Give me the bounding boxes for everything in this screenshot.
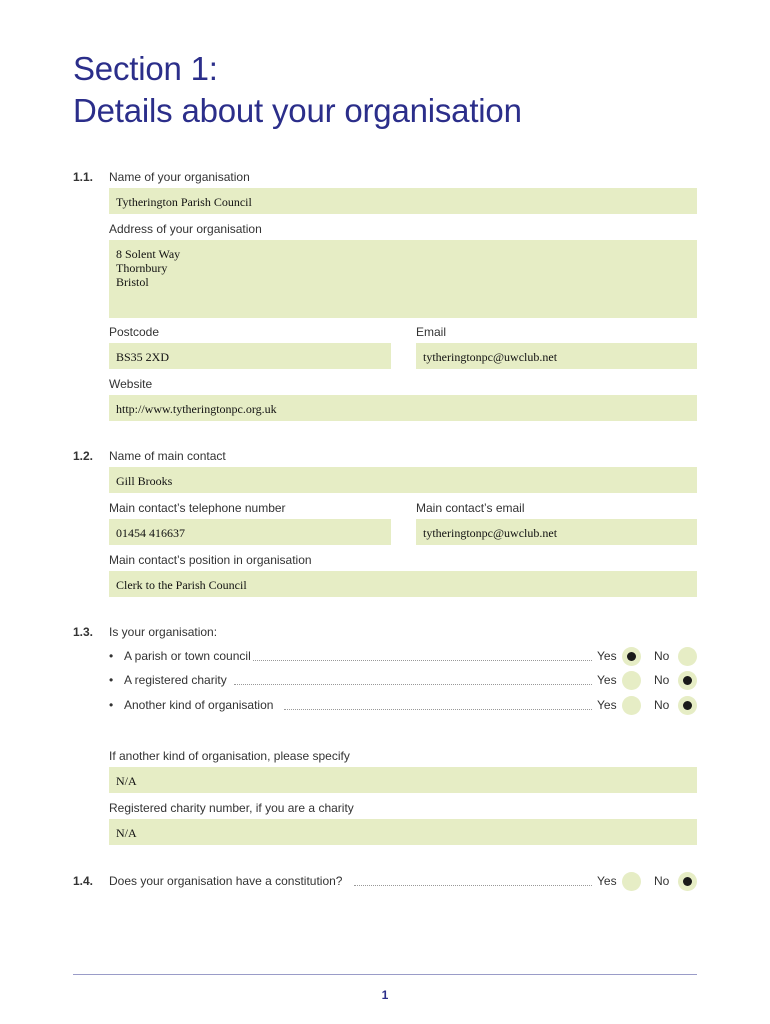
question-number-1-3: 1.3. xyxy=(73,625,94,639)
postcode-label: Postcode xyxy=(109,325,160,339)
yes-label: Yes xyxy=(597,649,617,663)
other-kind-field[interactable]: N/A xyxy=(109,767,697,793)
yes-label: Yes xyxy=(597,698,617,712)
contact-email-field[interactable]: tytheringtonpc@uwclub.net xyxy=(416,519,697,545)
no-label: No xyxy=(654,698,670,712)
yes-label: Yes xyxy=(597,673,617,687)
org-type-option-charity xyxy=(109,672,699,690)
contact-name-field[interactable]: Gill Brooks xyxy=(109,467,697,493)
email-field[interactable]: tytheringtonpc@uwclub.net xyxy=(416,343,697,369)
no-label: No xyxy=(654,649,670,663)
charity-number-label: Registered charity number, if you are a charity xyxy=(109,801,354,815)
section-title xyxy=(73,48,522,132)
website-field[interactable]: http://www.tytheringtonpc.org.uk xyxy=(109,395,697,421)
no-label: No xyxy=(654,874,670,888)
website-label: Website xyxy=(109,377,153,391)
yes-label: Yes xyxy=(597,874,617,888)
contact-email-label: Main contact’s email xyxy=(416,501,525,515)
constitution-yes-radio[interactable] xyxy=(622,872,641,891)
option-label: Another kind of organisation xyxy=(124,698,274,712)
org-type-option-other xyxy=(109,697,699,715)
option-label: A registered charity xyxy=(124,673,227,687)
parish-no-radio[interactable] xyxy=(678,647,697,666)
question-number-1-1: 1.1. xyxy=(73,170,94,184)
address-field[interactable]: 8 Solent Way Thornbury Bristol xyxy=(109,240,697,318)
email-label: Email xyxy=(416,325,447,339)
other-no-radio[interactable] xyxy=(678,696,697,715)
question-number-1-2: 1.2. xyxy=(73,449,94,463)
bullet: • xyxy=(109,649,114,663)
org-type-option-parish xyxy=(109,648,699,666)
other-kind-label: If another kind of organisation, please specify xyxy=(109,749,350,763)
section-title-line2: Details about your organisation xyxy=(73,92,522,129)
postcode-field[interactable]: BS35 2XD xyxy=(109,343,391,369)
org-type-question: Is your organisation: xyxy=(109,625,218,639)
footer-divider xyxy=(73,974,697,975)
section-title-line1: Section 1: xyxy=(73,50,218,87)
option-label: A parish or town council xyxy=(124,649,251,663)
no-label: No xyxy=(654,673,670,687)
contact-position-field[interactable]: Clerk to the Parish Council xyxy=(109,571,697,597)
other-yes-radio[interactable] xyxy=(622,696,641,715)
constitution-no-radio[interactable] xyxy=(678,872,697,891)
bullet: • xyxy=(109,698,114,712)
charity-number-field[interactable]: N/A xyxy=(109,819,697,845)
constitution-row xyxy=(109,873,699,891)
leader-dots xyxy=(234,684,592,685)
org-name-field[interactable]: Tytherington Parish Council xyxy=(109,188,697,214)
org-name-label: Name of your organisation xyxy=(109,170,250,184)
contact-phone-label: Main contact’s telephone number xyxy=(109,501,286,515)
contact-phone-field[interactable]: 01454 416637 xyxy=(109,519,391,545)
leader-dots xyxy=(249,660,592,661)
leader-dots xyxy=(354,885,592,886)
question-number-1-4: 1.4. xyxy=(73,874,94,888)
page-number: 1 xyxy=(381,988,389,1002)
address-label: Address of your organisation xyxy=(109,222,262,236)
charity-yes-radio[interactable] xyxy=(622,671,641,690)
contact-position-label: Main contact’s position in organisation xyxy=(109,553,312,567)
bullet: • xyxy=(109,673,114,687)
leader-dots xyxy=(284,709,592,710)
contact-name-label: Name of main contact xyxy=(109,449,226,463)
charity-no-radio[interactable] xyxy=(678,671,697,690)
parish-yes-radio[interactable] xyxy=(622,647,641,666)
constitution-question: Does your organisation have a constitution? xyxy=(109,874,343,888)
